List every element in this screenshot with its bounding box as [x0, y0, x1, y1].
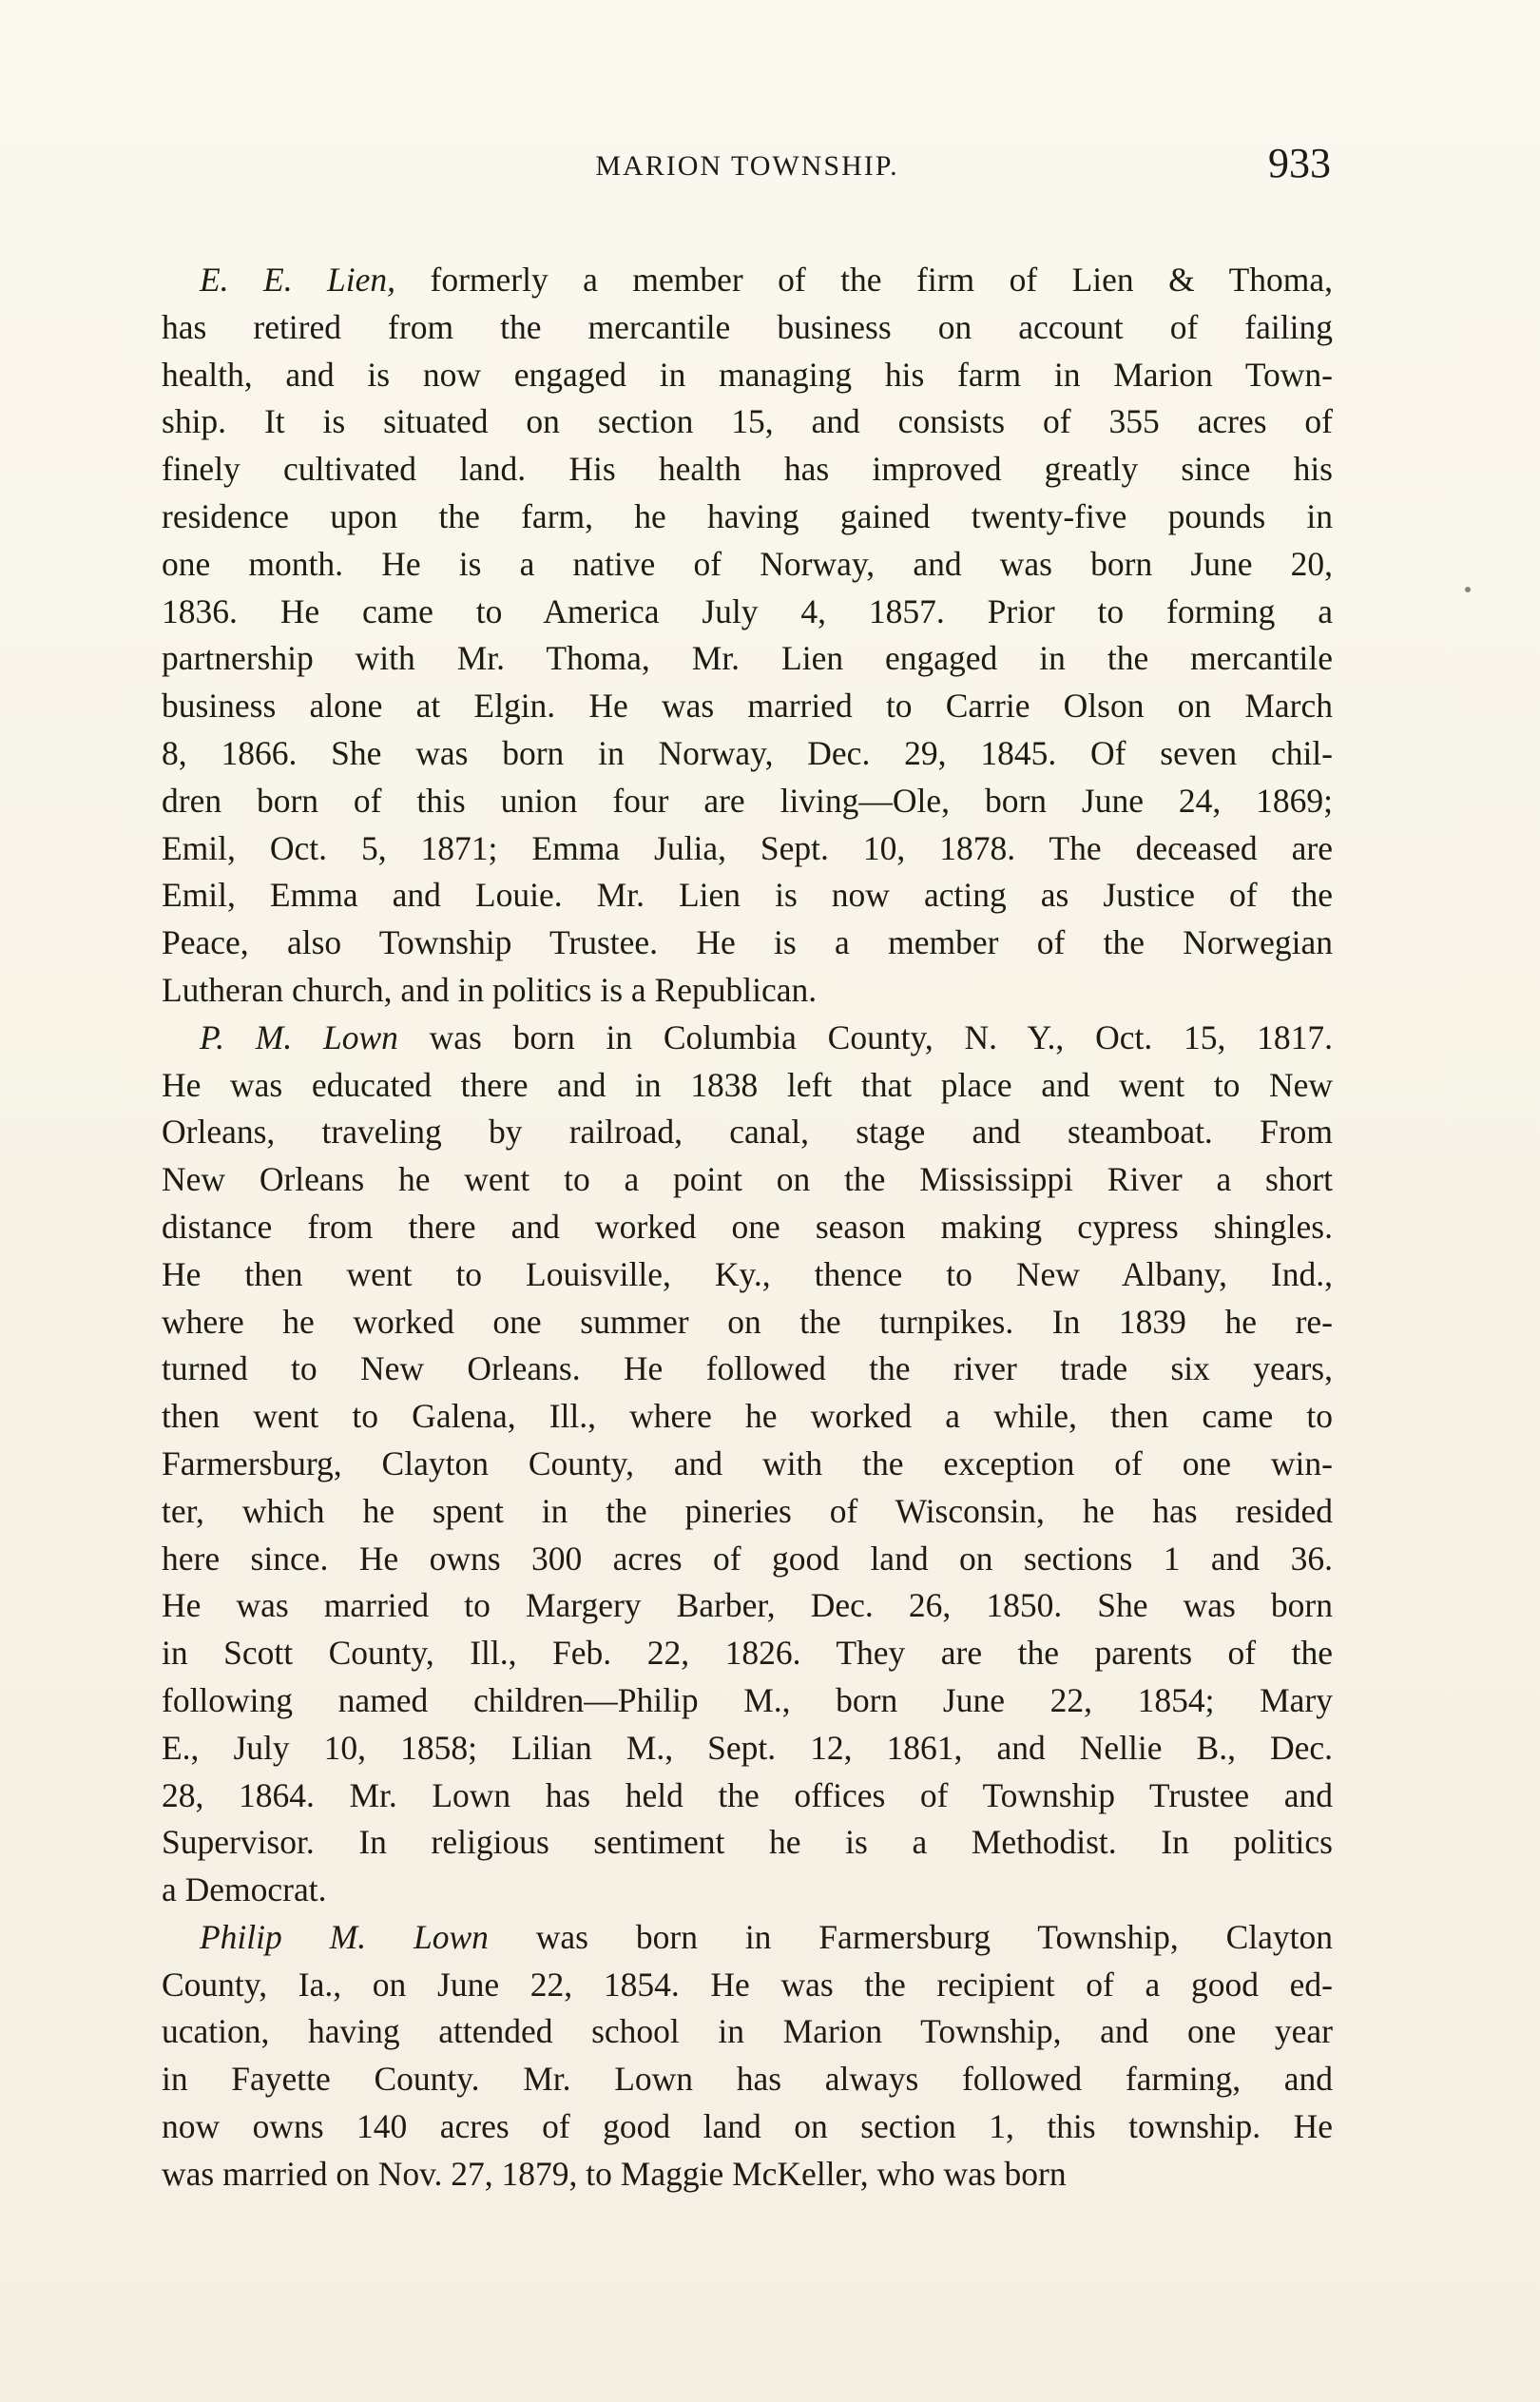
text-line: He was educated there and in 1838 left that place and went to New [162, 1065, 1333, 1104]
text-line: ship. It is situated on section 15, and consists of 355 acres of [162, 402, 1333, 441]
text-line: a Democrat. [162, 1870, 327, 1909]
text-line: partnership with Mr. Thoma, Mr. Lien engaged in the mercantile [162, 639, 1333, 678]
text-line: has retired from the mercantile business on account of failing [162, 307, 1333, 346]
text-line: He was married to Margery Barber, Dec. 26, 1850. She was born [162, 1586, 1333, 1625]
text-line: Emil, Oct. 5, 1871; Emma Julia, Sept. 10, 1878. The deceased are [162, 828, 1333, 867]
text-line: Peace, also Township Trustee. He is a member of the Norwegian [162, 923, 1333, 962]
text-line: County, Ia., on June 22, 1854. He was the recipient of a good ed- [162, 1965, 1333, 2004]
text-line: 1836. He came to America July 4, 1857. Prior to forming a [162, 591, 1333, 630]
text-line: Supervisor. In religious sentiment he is a Methodist. In politics [162, 1823, 1333, 1862]
text-line: 28, 1864. Mr. Lown has held the offices of Township Trustee and [162, 1775, 1333, 1814]
text-line: here since. He owns 300 acres of good land on sections 1 and 36. [162, 1539, 1333, 1578]
text-line: E., July 10, 1858; Lilian M., Sept. 12, 1861, and Nellie B., Dec. [162, 1728, 1333, 1767]
text-line: health, and is now engaged in managing his farm in Marion Town- [162, 355, 1333, 394]
text-line: ter, which he spent in the pineries of Wisconsin, he has resided [162, 1491, 1333, 1530]
text-line: Lutheran church, and in politics is a Republican. [162, 970, 818, 1009]
page-body [162, 257, 1333, 2199]
text-line: Farmersburg, Clayton County, and with the exception of one win- [162, 1443, 1333, 1482]
text-line: E. E. Lien, formerly a member of the firm of Lien & Thoma, [200, 261, 1333, 299]
text-line: business alone at Elgin. He was married to Carrie Olson on March [162, 687, 1333, 726]
person-name: Philip M. Lown [200, 1917, 489, 1956]
text-line: residence upon the farm, he having gained twenty-five pounds in [162, 496, 1333, 535]
text-line: in Fayette County. Mr. Lown has always followed farming, and [162, 2060, 1333, 2099]
text-line: ucation, having attended school in Marion Township, and one year [162, 2012, 1333, 2051]
text-line: turned to New Orleans. He followed the river trade six years, [162, 1349, 1333, 1388]
text-line: following named children—Philip M., born June 22, 1854; Mary [162, 1680, 1333, 1719]
text-line: where he worked one summer on the turnpikes. In 1839 he re- [162, 1302, 1333, 1341]
paragraph-p-m-lown [162, 1015, 1333, 1914]
text-line: 8, 1866. She was born in Norway, Dec. 29, 1845. Of seven chil- [162, 733, 1333, 772]
text-line: New Orleans he went to a point on the Mississippi River a short [162, 1160, 1333, 1199]
person-name: P. M. Lown [200, 1017, 398, 1056]
paragraph-lien [162, 257, 1333, 1015]
text-line: now owns 140 acres of good land on section 1, this township. He [162, 2107, 1333, 2146]
text-line: finely cultivated land. His health has improved greatly since his [162, 450, 1333, 489]
paper-speck [1465, 587, 1471, 592]
text-line: P. M. Lown was born in Columbia County, N. Y., Oct. 15, 1817. [200, 1017, 1333, 1056]
text-line: then went to Galena, Ill., where he worked a while, then came to [162, 1397, 1333, 1436]
text-line: dren born of this union four are living—Ole, born June 24, 1869; [162, 781, 1333, 820]
text-line: Emil, Emma and Louie. Mr. Lien is now acting as Justice of the [162, 876, 1333, 915]
running-title: MARION TOWNSHIP. [595, 150, 899, 182]
text-line: one month. He is a native of Norway, and was born June 20, [162, 544, 1333, 583]
text-line: in Scott County, Ill., Feb. 22, 1826. They are the parents of the [162, 1634, 1333, 1673]
page-number: 933 [1268, 140, 1331, 186]
person-name: E. E. Lien, [200, 261, 396, 299]
text-line: was married on Nov. 27, 1879, to Maggie McKeller, who was born [162, 2154, 1067, 2193]
text-line: distance from there and worked one season making cypress shingles. [162, 1207, 1333, 1246]
running-head [164, 139, 1331, 196]
paragraph-philip-m-lown [162, 1914, 1333, 2199]
text-line: Philip M. Lown was born in Farmersburg Township, Clayton [200, 1917, 1333, 1956]
text-line: Orleans, traveling by railroad, canal, stage and steamboat. From [162, 1113, 1333, 1152]
text-line: He then went to Louisville, Ky., thence to New Albany, Ind., [162, 1254, 1333, 1293]
